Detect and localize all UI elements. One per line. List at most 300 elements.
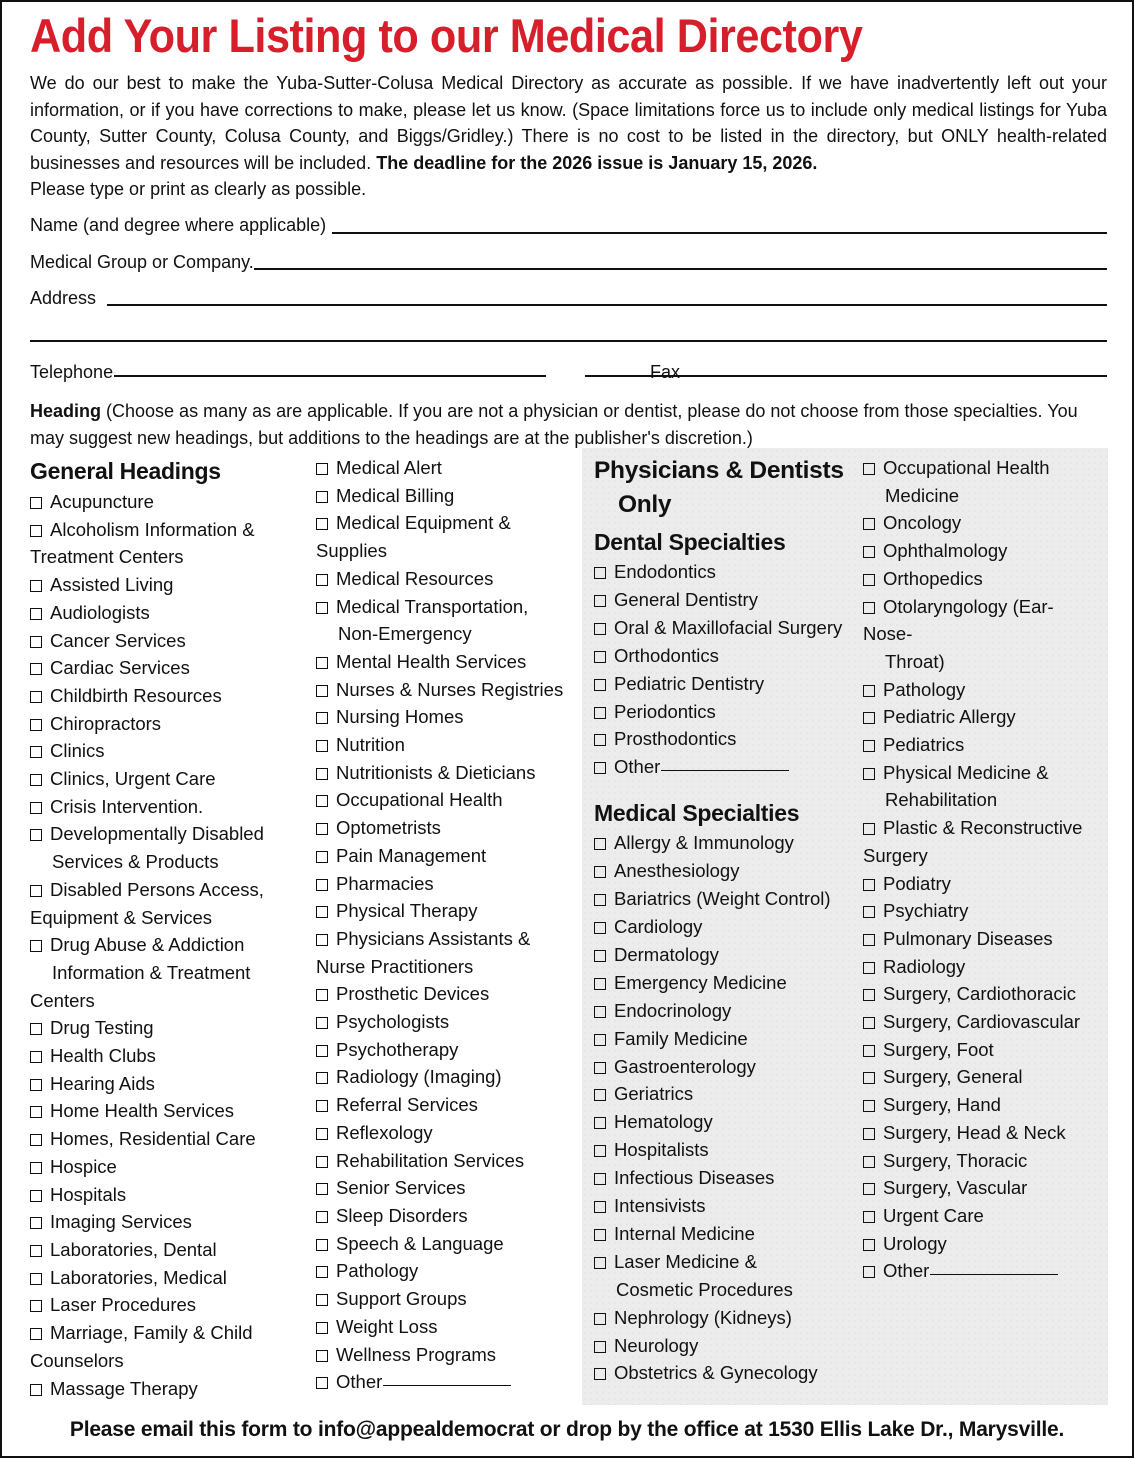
medical-internal-medicine-item [594,1220,854,1248]
general-laboratories-dental-item [30,1236,305,1264]
medical-surgery-hand-item [863,1091,1103,1119]
medical-surgery-cardiothoracic-item [863,980,1103,1008]
general-speech-and-language-label: Speech & Language [336,1232,504,1254]
dental-orthodontics-item [594,642,854,670]
general-audiologists-label: Audiologists [50,601,150,623]
medical-infectious-diseases-checkbox[interactable] [594,1173,606,1185]
general-laboratories-medical-item [30,1264,305,1292]
medical-surgery-general-label: Surgery, General [883,1066,1023,1088]
general-psychologists-item [316,1008,591,1036]
dental-other-item [594,753,854,781]
general-hospitals-label: Hospitals [50,1183,127,1205]
general-nutrition-checkbox[interactable] [316,740,328,752]
medical-surgery-hand-checkbox[interactable] [863,1100,875,1112]
heading-label: Heading [30,401,102,421]
dental-general-dentistry-checkbox[interactable] [594,595,606,607]
general-acupuncture-label: Acupuncture [50,491,154,512]
general-sleep-disorders-item [316,1202,591,1230]
general-acupuncture-item [30,488,305,516]
medical-emergency-medicine-item [594,969,854,997]
general-medical-transportation-label-continued: Non-Emergency [338,623,472,645]
medical-urology-item [863,1230,1103,1258]
intro-text: We do our best to make the Yuba-Sutter-Colusa Medical Directory as accurate as possible. If we have inadvertently left out your information, or if you have corrections to make, please let us know. (Space limitations force us to include only medical listings for Yuba County, Sutter County, Colusa County, and Biggs/Gridley.) There is no cost to be listed in the directory, but ONLY health-related businesses and resources will be included. [30,73,1107,173]
medical-pulmonary-diseases-item [863,925,1103,953]
general-other-checkbox[interactable] [316,1377,328,1389]
medical-podiatry-item [863,870,1103,898]
dental-periodontics-checkbox[interactable] [594,707,606,719]
general-home-health-services-checkbox[interactable] [30,1106,42,1118]
medical-laser-medicine-and-checkbox[interactable] [594,1257,606,1269]
general-audiologists-checkbox[interactable] [30,608,42,620]
general-assisted-living-item [30,571,305,599]
medical-infectious-diseases-label: Infectious Diseases [614,1167,775,1189]
general-referral-services-checkbox[interactable] [316,1100,328,1112]
general-wellness-programs-checkbox[interactable] [316,1350,328,1362]
general-headings-title: General Headings [30,458,221,484]
medical-surgery-head-and-neck-item [863,1119,1103,1147]
medical-otolaryngology-ear-nose-item [863,593,1103,648]
general-health-clubs-item [30,1042,305,1070]
deadline-text: The deadline for the 2026 issue is January 15, 2026. [376,152,818,173]
general-reflexology-checkbox[interactable] [316,1128,328,1140]
general-drug-abuse-and-addiction-label-wrap: Centers [30,989,95,1011]
dental-pediatric-dentistry-checkbox[interactable] [594,679,606,691]
general-physical-therapy-item [316,897,591,925]
general-acupuncture-checkbox[interactable] [30,497,42,509]
medical-surgery-foot-checkbox[interactable] [863,1045,875,1057]
general-crisis-intervention-checkbox[interactable] [30,802,42,814]
general-pathology-checkbox[interactable] [316,1266,328,1278]
medical-psychiatry-label: Psychiatry [883,900,969,922]
medical-plastic-and-reconstructive-label: Plastic & Reconstructive [883,817,1083,839]
medical-surgery-head-and-neck-label: Surgery, Head & Neck [883,1121,1066,1143]
medical-oncology-item [863,509,1103,537]
general-hospice-checkbox[interactable] [30,1162,42,1174]
general-pain-management-label: Pain Management [336,844,487,866]
telephone-field[interactable] [114,375,546,377]
general-hospitals-checkbox[interactable] [30,1190,42,1202]
medical-intensivists-label: Intensivists [614,1195,706,1217]
general-nutrition-label: Nutrition [336,734,405,756]
medical-surgery-thoracic-checkbox[interactable] [863,1156,875,1168]
medical-hematology-label: Hematology [614,1111,713,1133]
fax-label: Fax [650,362,681,382]
dental-orthodontics-checkbox[interactable] [594,651,606,663]
general-massage-therapy-label: Massage Therapy [50,1377,198,1399]
dental-prosthodontics-label: Prosthodontics [614,728,737,750]
medical-occupational-health-checkbox[interactable] [863,463,875,475]
general-physical-therapy-checkbox[interactable] [316,906,328,918]
telephone-label: Telephone [30,362,114,382]
general-developmentally-disabled-checkbox[interactable] [30,829,42,841]
medical-emergency-medicine-label: Emergency Medicine [614,971,787,993]
medical-infectious-diseases-item [594,1164,854,1192]
general-radiology-imaging-item [316,1063,591,1091]
medical-surgery-general-checkbox[interactable] [863,1072,875,1084]
general-optometrists-item [316,814,591,842]
medical-podiatry-checkbox[interactable] [863,879,875,891]
dental-pediatric-dentistry-label: Pediatric Dentistry [614,672,765,694]
medical-nephrology-kidneys-checkbox[interactable] [594,1313,606,1325]
general-clinics-urgent-care-item [30,765,305,793]
general-weight-loss-item [316,1313,591,1341]
dental-periodontics-item [594,698,854,726]
general-chiropractors-item [30,710,305,738]
medical-urgent-care-item [863,1202,1103,1230]
general-pain-management-checkbox[interactable] [316,851,328,863]
general-marriage-family-and-child-label-wrap: Counselors [30,1349,124,1371]
medical-obstetrics-and-gynecology-label: Obstetrics & Gynecology [614,1362,818,1384]
dental-oral-and-maxillofacial-surgery-checkbox[interactable] [594,623,606,635]
general-hearing-aids-checkbox[interactable] [30,1079,42,1091]
general-reflexology-label: Reflexology [336,1121,433,1143]
general-medical-equipment-and-label: Medical Equipment & [336,512,511,534]
medical-obstetrics-and-gynecology-item [594,1359,854,1387]
general-crisis-intervention-item [30,793,305,821]
medical-physical-medicine-and-label-continued: Rehabilitation [885,789,998,811]
medical-orthopedics-checkbox[interactable] [863,574,875,586]
medical-urology-label: Urology [883,1232,947,1254]
medical-plastic-and-reconstructive-checkbox[interactable] [863,823,875,835]
medical-other-label: Other [883,1260,930,1282]
general-mental-health-services-item [316,648,591,676]
company-field[interactable] [254,268,1107,270]
general-support-groups-checkbox[interactable] [316,1294,328,1306]
general-massage-therapy-checkbox[interactable] [30,1384,42,1396]
general-weight-loss-checkbox[interactable] [316,1322,328,1334]
general-alcoholism-information-and-checkbox[interactable] [30,525,42,537]
general-clinics-urgent-care-checkbox[interactable] [30,774,42,786]
general-rehabilitation-services-checkbox[interactable] [316,1156,328,1168]
medical-surgery-thoracic-item [863,1147,1103,1175]
medical-oncology-checkbox[interactable] [863,518,875,530]
medical-family-medicine-checkbox[interactable] [594,1034,606,1046]
medical-otolaryngology-ear-nose-label-continued: Throat) [885,650,945,672]
medical-obstetrics-and-gynecology-checkbox[interactable] [594,1368,606,1380]
general-drug-abuse-and-addiction-label: Drug Abuse & Addiction [50,934,245,956]
general-drug-testing-checkbox[interactable] [30,1023,42,1035]
general-nursing-homes-checkbox[interactable] [316,712,328,724]
general-headings-list [30,488,305,1402]
medical-surgery-cardiovascular-checkbox[interactable] [863,1017,875,1029]
medical-other-checkbox[interactable] [863,1266,875,1278]
medical-cardiology-label: Cardiology [614,915,703,937]
dental-prosthodontics-checkbox[interactable] [594,734,606,746]
dental-specialties-list [594,558,854,781]
general-referral-services-label: Referral Services [336,1094,478,1116]
general-home-health-services-item [30,1097,305,1125]
general-nutritionists-and-dieticians-label: Nutritionists & Dieticians [336,761,536,783]
medical-surgery-head-and-neck-checkbox[interactable] [863,1128,875,1140]
general-nurses-and-nurses-registries-checkbox[interactable] [316,685,328,697]
name-label: Name (and degree where applicable) [30,215,327,235]
medical-hematology-item [594,1108,854,1136]
general-speech-and-language-checkbox[interactable] [316,1239,328,1251]
medical-anesthesiology-checkbox[interactable] [594,866,606,878]
general-alcoholism-information-and-item [30,516,305,544]
medical-orthopedics-item [863,565,1103,593]
general-alcoholism-information-and-label: Alcoholism Information & [50,518,255,540]
heading-instruction [30,398,1107,451]
general-laser-procedures-checkbox[interactable] [30,1300,42,1312]
general-hospice-item [30,1153,305,1181]
general-homes-residential-care-checkbox[interactable] [30,1134,42,1146]
medical-bariatrics-weight-control-label: Bariatrics (Weight Control) [614,888,831,910]
general-mental-health-services-checkbox[interactable] [316,657,328,669]
general-other-write-in-field[interactable] [383,1385,511,1386]
general-pharmacies-checkbox[interactable] [316,879,328,891]
medical-other-write-in-field[interactable] [930,1274,1058,1275]
general-support-groups-item [316,1285,591,1313]
general-prosthetic-devices-label: Prosthetic Devices [336,983,490,1005]
medical-gastroenterology-checkbox[interactable] [594,1062,606,1074]
general-mental-health-services-label: Mental Health Services [336,650,527,672]
medical-anesthesiology-item [594,857,854,885]
general-physicians-assistants-and-checkbox[interactable] [316,934,328,946]
dental-general-dentistry-item [594,586,854,614]
name-field[interactable] [332,232,1107,234]
medical-pediatric-allergy-label: Pediatric Allergy [883,706,1016,728]
general-medical-billing-checkbox[interactable] [316,491,328,503]
medical-endocrinology-item [594,997,854,1025]
medical-surgery-hand-label: Surgery, Hand [883,1094,1001,1116]
general-medical-resources-item [316,565,591,593]
medical-pediatrics-label: Pediatrics [883,734,965,756]
medical-psychiatry-item [863,897,1103,925]
general-medical-transportation-checkbox[interactable] [316,602,328,614]
dental-pediatric-dentistry-item [594,670,854,698]
general-childbirth-resources-item [30,682,305,710]
general-chiropractors-checkbox[interactable] [30,719,42,731]
general-disabled-persons-access-item [30,876,305,904]
general-psychologists-label: Psychologists [336,1011,450,1033]
general-medical-resources-checkbox[interactable] [316,574,328,586]
medical-urgent-care-checkbox[interactable] [863,1211,875,1223]
dental-endodontics-item [594,558,854,586]
medical-urology-checkbox[interactable] [863,1239,875,1251]
general-pain-management-item [316,842,591,870]
general-clinics-checkbox[interactable] [30,746,42,758]
address-field-line2[interactable] [30,340,1107,342]
general-wellness-programs-label: Wellness Programs [336,1343,497,1365]
dental-orthodontics-label: Orthodontics [614,644,719,666]
medical-pulmonary-diseases-checkbox[interactable] [863,934,875,946]
medical-urgent-care-label: Urgent Care [883,1204,984,1226]
dental-other-write-in-field[interactable] [661,770,789,771]
medical-surgery-cardiothoracic-checkbox[interactable] [863,989,875,1001]
medical-neurology-checkbox[interactable] [594,1341,606,1353]
general-disabled-persons-access-checkbox[interactable] [30,885,42,897]
medical-pulmonary-diseases-label: Pulmonary Diseases [883,927,1053,949]
general-prosthetic-devices-checkbox[interactable] [316,989,328,1001]
medical-family-medicine-label: Family Medicine [614,1027,748,1049]
general-laboratories-medical-checkbox[interactable] [30,1273,42,1285]
medical-internal-medicine-label: Internal Medicine [614,1222,755,1244]
medical-specialties-list-continued [863,454,1103,1285]
general-headings-column-1 [30,454,305,1402]
general-health-clubs-label: Health Clubs [50,1045,156,1067]
physicians-dentists-column [594,454,854,1387]
medical-geriatrics-checkbox[interactable] [594,1089,606,1101]
general-psychotherapy-item [316,1036,591,1064]
physicians-title-line2: Only [618,491,672,518]
medical-pediatrics-item [863,731,1103,759]
medical-emergency-medicine-checkbox[interactable] [594,978,606,990]
general-cardiac-services-checkbox[interactable] [30,663,42,675]
medical-pediatric-allergy-item [863,703,1103,731]
medical-specialties-title: Medical Specialties [594,800,800,827]
dental-other-label: Other [614,756,661,778]
general-occupational-health-checkbox[interactable] [316,795,328,807]
general-crisis-intervention-label: Crisis Intervention. [50,795,204,817]
general-massage-therapy-item [30,1375,305,1403]
medical-physical-medicine-and-item [863,759,1103,787]
medical-radiology-checkbox[interactable] [863,962,875,974]
general-headings-column-2 [316,454,591,1396]
general-medical-alert-checkbox[interactable] [316,463,328,475]
medical-pediatric-allergy-checkbox[interactable] [863,712,875,724]
medical-internal-medicine-checkbox[interactable] [594,1229,606,1241]
general-psychologists-checkbox[interactable] [316,1017,328,1029]
general-clinics-urgent-care-label: Clinics, Urgent Care [50,768,216,790]
general-laboratories-dental-checkbox[interactable] [30,1245,42,1257]
general-medical-equipment-and-checkbox[interactable] [316,518,328,530]
general-cardiac-services-label: Cardiac Services [50,657,190,679]
general-pharmacies-label: Pharmacies [336,872,434,894]
general-disabled-persons-access-label: Disabled Persons Access, [50,878,264,900]
medical-surgery-foot-item [863,1036,1103,1064]
general-occupational-health-label: Occupational Health [336,789,503,811]
medical-physical-medicine-and-checkbox[interactable] [863,768,875,780]
general-hearing-aids-label: Hearing Aids [50,1072,155,1094]
medical-pathology-label: Pathology [883,678,966,700]
general-imaging-services-item [30,1208,305,1236]
medical-plastic-and-reconstructive-item [863,814,1103,842]
general-cancer-services-item [30,627,305,655]
medical-psychiatry-checkbox[interactable] [863,906,875,918]
medical-surgery-cardiovascular-label: Surgery, Cardiovascular [883,1011,1081,1033]
general-drug-abuse-and-addiction-item [30,931,305,959]
medical-plastic-and-reconstructive-label-wrap: Surgery [863,844,928,866]
footer-instruction: Please email this form to info@appealdemocrat or drop by the office at 1530 Ellis Lake Dr., Marysville. [69,1418,1065,1441]
medical-surgery-vascular-checkbox[interactable] [863,1183,875,1195]
medical-allergy-and-immunology-checkbox[interactable] [594,838,606,850]
medical-physical-medicine-and-label: Physical Medicine & [883,761,1049,783]
medical-geriatrics-item [594,1080,854,1108]
medical-neurology-item [594,1332,854,1360]
medical-endocrinology-label: Endocrinology [614,999,732,1021]
general-nursing-homes-label: Nursing Homes [336,706,464,728]
dental-endodontics-label: Endodontics [614,561,716,582]
general-referral-services-item [316,1091,591,1119]
medical-laser-medicine-and-label: Laser Medicine & [614,1250,757,1272]
general-medical-billing-item [316,482,591,510]
general-nurses-and-nurses-registries-label: Nurses & Nurses Registries [336,678,564,700]
medical-cardiology-checkbox[interactable] [594,922,606,934]
medical-ophthalmology-checkbox[interactable] [863,546,875,558]
general-laboratories-dental-label: Laboratories, Dental [50,1238,217,1260]
general-weight-loss-label: Weight Loss [336,1315,438,1337]
general-alcoholism-information-and-label-wrap: Treatment Centers [30,546,184,568]
dental-endodontics-checkbox[interactable] [594,567,606,579]
general-sleep-disorders-label: Sleep Disorders [336,1204,468,1226]
medical-surgery-general-item [863,1063,1103,1091]
medical-hematology-checkbox[interactable] [594,1117,606,1129]
medical-hospitalists-checkbox[interactable] [594,1145,606,1157]
medical-intensivists-checkbox[interactable] [594,1201,606,1213]
medical-bariatrics-weight-control-checkbox[interactable] [594,894,606,906]
medical-pathology-checkbox[interactable] [863,685,875,697]
phone-fax-row [30,361,1107,383]
medical-intensivists-item [594,1192,854,1220]
general-drug-abuse-and-addiction-checkbox[interactable] [30,940,42,952]
medical-otolaryngology-ear-nose-label: Otolaryngology (Ear-Nose- [863,595,1054,645]
address-field[interactable] [107,304,1107,306]
medical-hospitalists-label: Hospitalists [614,1139,709,1161]
medical-gastroenterology-item [594,1053,854,1081]
medical-bariatrics-weight-control-item [594,885,854,913]
general-psychotherapy-checkbox[interactable] [316,1045,328,1057]
medical-endocrinology-checkbox[interactable] [594,1006,606,1018]
general-hearing-aids-item [30,1070,305,1098]
general-medical-equipment-and-item [316,509,591,537]
medical-oncology-label: Oncology [883,512,962,534]
general-physicians-assistants-and-item [316,925,591,953]
name-row [30,214,1107,236]
print-instruction: Please type or print as clearly as possible. [30,179,367,199]
general-headings-list-continued [316,454,591,1396]
intro-paragraph [30,70,1107,176]
general-drug-testing-label: Drug Testing [50,1017,154,1039]
general-chiropractors-label: Chiropractors [50,712,162,734]
medical-pediatrics-checkbox[interactable] [863,740,875,752]
general-radiology-imaging-checkbox[interactable] [316,1072,328,1084]
medical-surgery-foot-label: Surgery, Foot [883,1038,994,1060]
general-imaging-services-label: Imaging Services [50,1211,192,1233]
general-medical-equipment-and-label-wrap: Supplies [316,540,387,562]
general-medical-transportation-item [316,593,591,621]
heading-instruction-text: (Choose as many as are applicable. If you are not a physician or dentist, please do not choose from those specialties. You may suggest new headings, but additions to the headings are at the publisher's discretion.) [30,401,1078,448]
address-row [30,287,1107,309]
general-clinics-item [30,737,305,765]
medical-specialties-list [594,829,854,1387]
general-optometrists-checkbox[interactable] [316,823,328,835]
medical-neurology-label: Neurology [614,1334,699,1356]
general-senior-services-checkbox[interactable] [316,1183,328,1195]
medical-radiology-item [863,953,1103,981]
medical-dermatology-checkbox[interactable] [594,950,606,962]
medical-ophthalmology-item [863,537,1103,565]
general-sleep-disorders-checkbox[interactable] [316,1211,328,1223]
general-marriage-family-and-child-checkbox[interactable] [30,1328,42,1340]
general-developmentally-disabled-label-continued: Services & Products [52,851,219,873]
general-cancer-services-label: Cancer Services [50,629,186,651]
general-imaging-services-checkbox[interactable] [30,1217,42,1229]
general-audiologists-item [30,599,305,627]
general-homes-residential-care-item [30,1125,305,1153]
general-health-clubs-checkbox[interactable] [30,1051,42,1063]
dental-other-checkbox[interactable] [594,762,606,774]
general-wellness-programs-item [316,1341,591,1369]
general-nutritionists-and-dieticians-checkbox[interactable] [316,768,328,780]
general-cancer-services-checkbox[interactable] [30,636,42,648]
general-marriage-family-and-child-item [30,1319,305,1347]
medical-otolaryngology-ear-nose-checkbox[interactable] [863,602,875,614]
general-reflexology-item [316,1119,591,1147]
general-assisted-living-checkbox[interactable] [30,580,42,592]
general-speech-and-language-item [316,1230,591,1258]
general-childbirth-resources-checkbox[interactable] [30,691,42,703]
